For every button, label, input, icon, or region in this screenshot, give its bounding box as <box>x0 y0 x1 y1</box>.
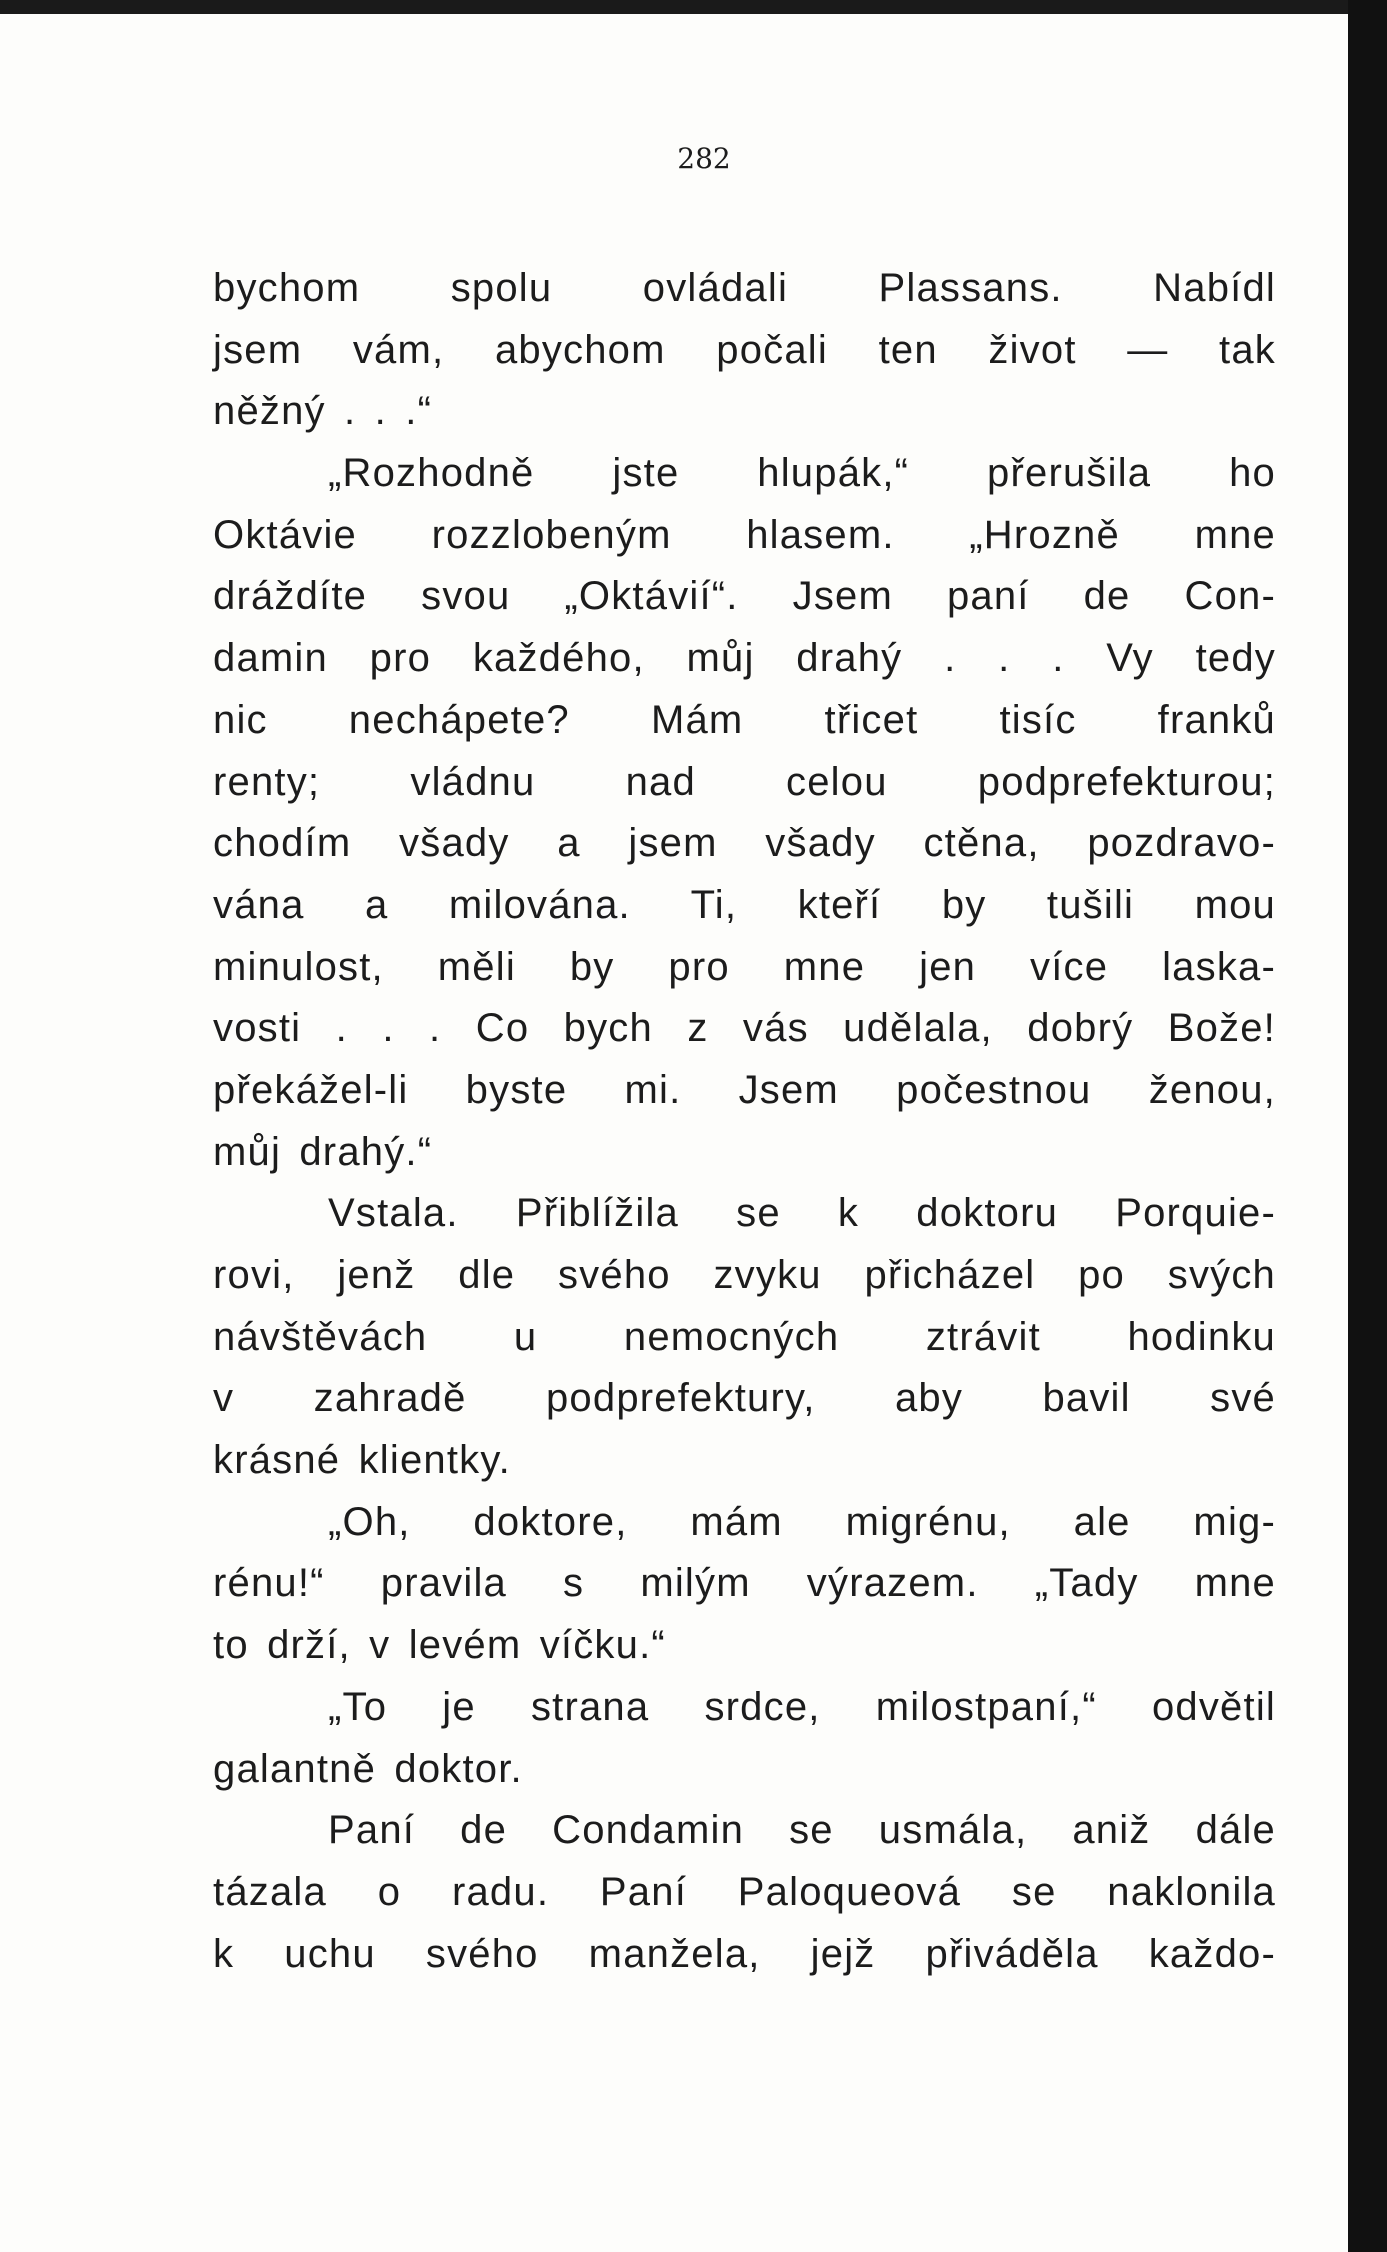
text-line: „Oh, doktore, mám migrénu, ale mig- <box>328 1499 1276 1544</box>
text-line: to drží, v levém víčku.“ <box>213 1623 666 1668</box>
text-line: překážel-li byste mi. Jsem počestnou ženou, <box>213 1067 1276 1112</box>
text-line: Paní de Condamin se usmála, aniž dále <box>328 1808 1276 1853</box>
text-line: něžný . . .“ <box>213 389 433 434</box>
text-line: rénu!“ pravila s milým výrazem. „Tady mne <box>213 1561 1276 1606</box>
text-line: „Rozhodně jste hlupák,“ přerušila ho <box>328 451 1276 496</box>
body-text <box>213 258 1276 1985</box>
text-line: vosti . . . Co bych z vás udělala, dobrý Bože! <box>213 1006 1276 1051</box>
text-line: renty; vládnu nad celou podprefekturou; <box>213 759 1276 804</box>
text-line: bychom spolu ovládali Plassans. Nabídl <box>213 266 1276 310</box>
text-line: krásné klientky. <box>213 1438 511 1483</box>
text-line: Oktávie rozzlobeným hlasem. „Hrozně mne <box>213 512 1276 557</box>
text-line: „To je strana srdce, milostpaní,“ odvětil <box>328 1684 1276 1729</box>
text-line: k uchu svého manžela, jejž přiváděla každo- <box>213 1931 1276 1976</box>
scan-edge <box>1348 0 1387 2252</box>
text-line: damin pro každého, můj drahý . . . Vy tedy <box>213 636 1276 681</box>
text-line: jsem vám, abychom počali ten život — tak <box>213 327 1276 372</box>
text-line: nic nechápete? Mám třicet tisíc franků <box>213 697 1276 742</box>
book-page <box>0 14 1348 2252</box>
text-line: rovi, jenž dle svého zvyku přicházel po svých <box>213 1253 1276 1297</box>
text-line: v zahradě podprefektury, aby bavil své <box>213 1376 1276 1421</box>
page-number: 282 <box>677 142 731 175</box>
text-line: chodím všady a jsem všady ctěna, pozdravo- <box>213 821 1276 866</box>
text-line: tázala o radu. Paní Paloqueová se naklonila <box>213 1869 1276 1914</box>
text-line: vána a milována. Ti, kteří by tušili mou <box>213 882 1276 927</box>
text-line: Vstala. Přiblížila se k doktoru Porquie- <box>328 1191 1276 1236</box>
text-line: návštěvách u nemocných ztrávit hodinku <box>213 1314 1276 1359</box>
text-line: galantně doktor. <box>213 1746 523 1791</box>
text-line: můj drahý.“ <box>213 1129 433 1174</box>
text-line: dráždíte svou „Oktávií“. Jsem paní de Con- <box>213 574 1276 619</box>
text-line: minulost, měli by pro mne jen více laska- <box>213 944 1276 989</box>
